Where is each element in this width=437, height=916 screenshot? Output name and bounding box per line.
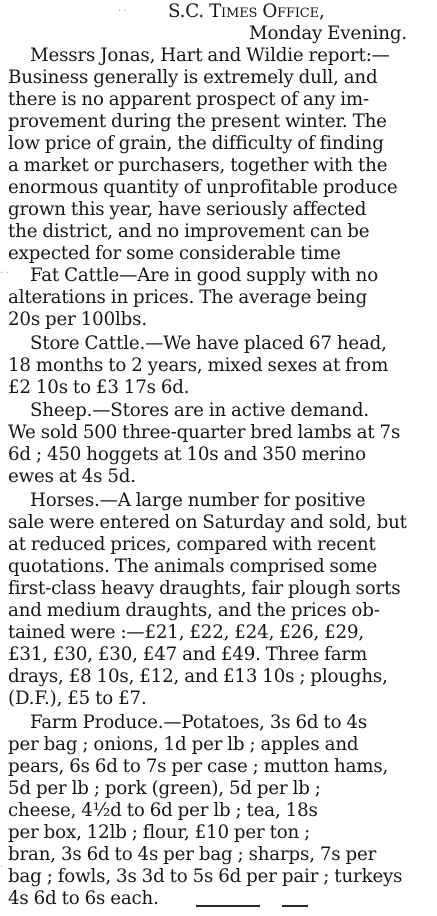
text-line: 18 months to 2 years, mixed sexes at from bbox=[8, 355, 389, 376]
text-line: per box, 12lb ; flour, £10 per ton ; bbox=[8, 822, 311, 843]
text-line: drays, £8 10s, £12, and £13 10s ; ploughs, bbox=[8, 666, 388, 687]
text-line: at reduced prices, compared with recent bbox=[8, 534, 376, 555]
text-line: pears, 6s 6d to 7s per case ; mutton hams, bbox=[8, 756, 389, 777]
section-divider bbox=[196, 905, 260, 907]
text-line: 6d ; 450 hoggets at 10s and 350 merino bbox=[8, 444, 366, 465]
text-line: We sold 500 three-quarter bred lambs at 7s bbox=[8, 422, 401, 443]
text-line: 5d per lb ; pork (green), 5d per lb ; bbox=[8, 778, 321, 799]
text-line: per bag ; onions, 1d per lb ; apples and bbox=[8, 734, 359, 755]
text-line: a market or purchasers, together with the bbox=[8, 155, 388, 176]
text-line: grown this year, have seriously affected bbox=[8, 199, 367, 220]
print-speck: · · bbox=[118, 6, 127, 17]
text-line: low price of grain, the difficulty of finding bbox=[8, 133, 384, 154]
text-line: first-class heavy draughts, fair plough sorts bbox=[8, 578, 401, 599]
text-line: bag ; fowls, 3s 3d to 5s 6d per pair ; turkeys bbox=[8, 866, 403, 887]
text-line: 4s 6d to 6s each. bbox=[8, 888, 159, 909]
text-line: (D.F.), £5 to £7. bbox=[8, 688, 147, 709]
text-line: Horses.—A large number for positive bbox=[30, 490, 366, 511]
text-line: Sheep.—Stores are in active demand. bbox=[30, 400, 369, 421]
text-line: expected for some considerable time bbox=[8, 243, 341, 264]
text-line: £31, £30, £30, £47 and £49. Three farm bbox=[8, 644, 368, 665]
text-line: and medium draughts, and the prices ob- bbox=[8, 600, 380, 621]
print-speck: · bbox=[0, 862, 4, 873]
section-divider bbox=[282, 905, 308, 907]
text-line: tained were :—£21, £22, £24, £26, £29, bbox=[8, 622, 365, 643]
text-line: provement during the present winter. The bbox=[8, 111, 387, 132]
text-line: Fat Cattle—Are in good supply with no bbox=[30, 265, 379, 286]
text-line: cheese, 4½d to 6d per lb ; tea, 18s bbox=[8, 800, 318, 821]
text-line: quotations. The animals comprised some bbox=[8, 556, 378, 577]
text-line: there is no apparent prospect of any im- bbox=[8, 89, 370, 110]
dateline-place: S.C. Times Office, bbox=[168, 1, 325, 22]
text-line: 20s per 100lbs. bbox=[8, 309, 147, 330]
text-line: alterations in prices. The average being bbox=[8, 287, 368, 308]
text-line: £2 10s to £3 17s 6d. bbox=[8, 377, 190, 398]
text-line: Store Cattle.—We have placed 67 head, bbox=[30, 333, 387, 354]
text-line: the district, and no improvement can be bbox=[8, 221, 370, 242]
dateline-time: Monday Evening. bbox=[249, 23, 407, 44]
text-line: Business generally is extremely dull, and bbox=[8, 67, 378, 88]
text-line: bran, 3s 6d to 4s per bag ; sharps, 7s per bbox=[8, 844, 377, 865]
text-line: ewes at 4s 5d. bbox=[8, 466, 136, 487]
text-line: enormous quantity of unprofitable produce bbox=[8, 177, 398, 198]
print-speck: · · bbox=[0, 268, 9, 279]
text-line: Messrs Jonas, Hart and Wildie report:— bbox=[30, 45, 390, 66]
text-line: sale were entered on Saturday and sold, but bbox=[8, 512, 407, 533]
text-line: Farm Produce.—Potatoes, 3s 6d to 4s bbox=[30, 712, 368, 733]
